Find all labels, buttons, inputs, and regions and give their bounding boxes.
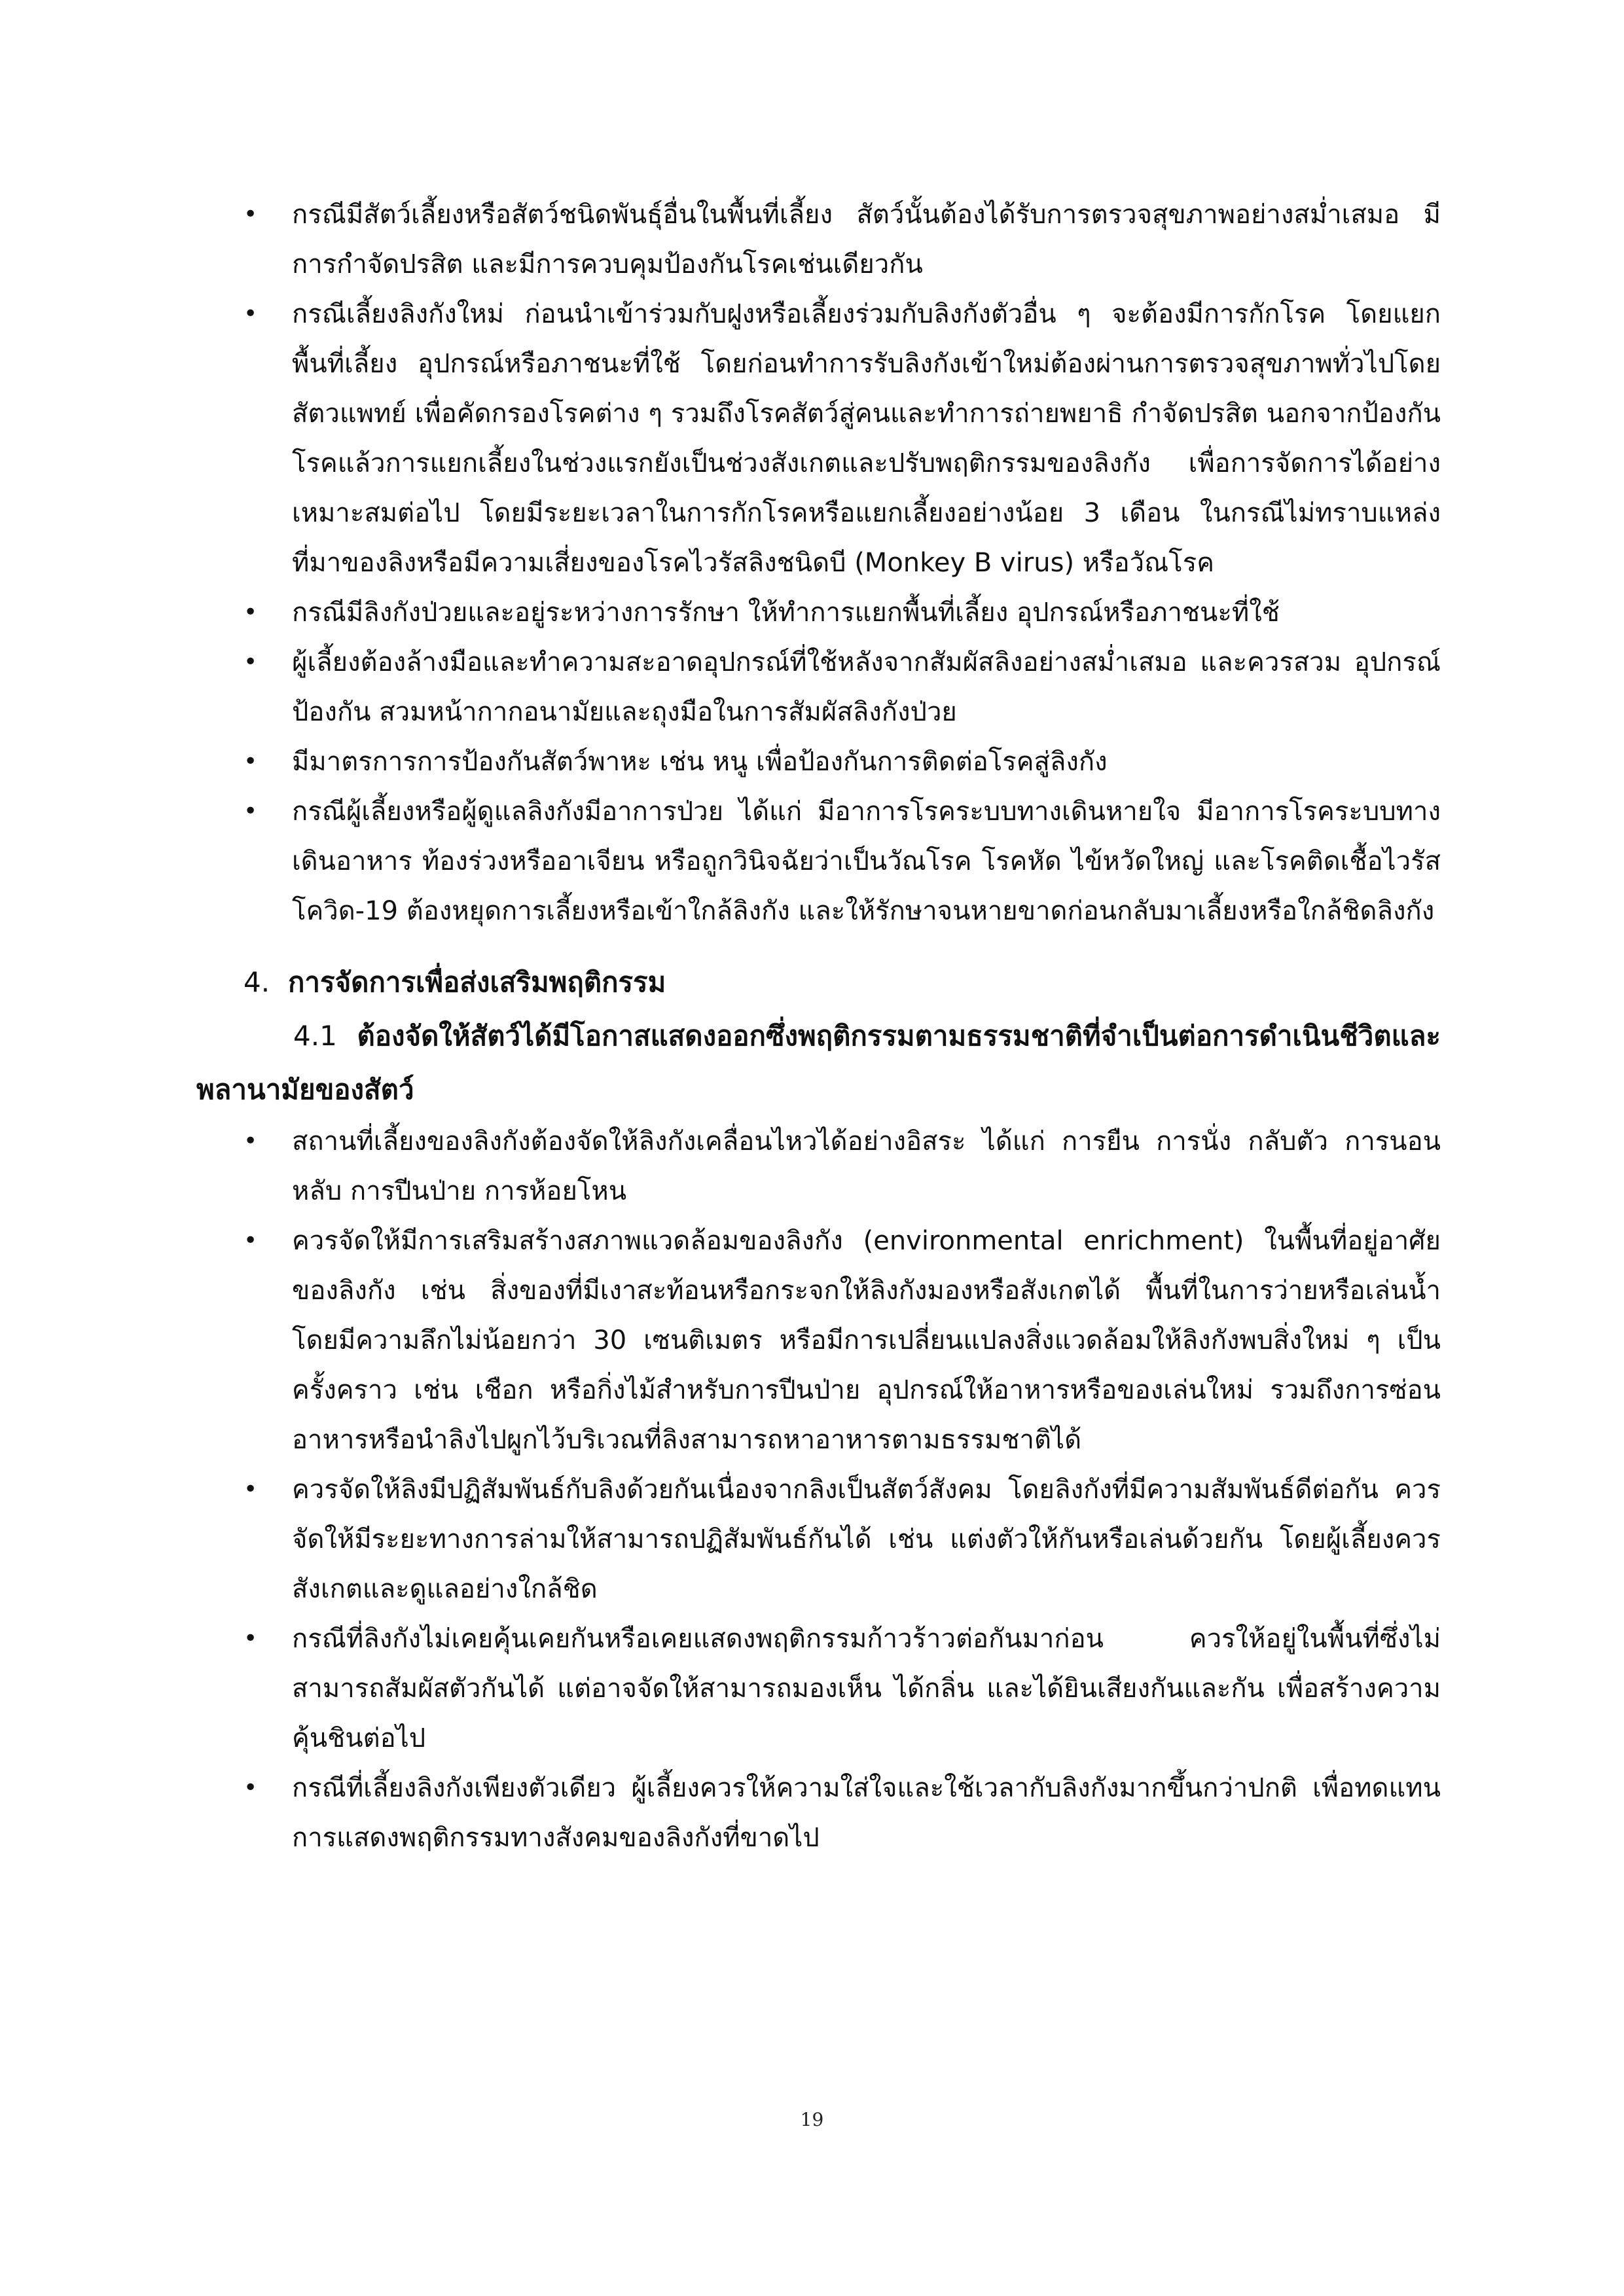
bullet-icon: • [244, 748, 258, 775]
list-item-text: กรณีที่ลิงกังไม่เคยคุ้นเคยกันหรือเคยแสดงพฤติกรรมก้าวร้าวต่อกันมาก่อน ควรให้อยู่ในพื้นที่ซึ่งไม่สามารถสัมผัสตัวกันได้ แต่อาจจัดให้สามารถมองเห็น ได้กลิ่น และได้ยินเสียงกันและกัน เพื่อสร้างความคุ้นชินต่อไป [292, 1624, 1441, 1753]
bullet-icon: • [244, 1227, 258, 1254]
hygiene-bullet-list [196, 190, 1441, 936]
behavior-bullet-list [196, 1117, 1441, 1863]
page-number: 19 [800, 2109, 824, 2130]
list-item [196, 289, 1441, 588]
subsection-number: 4.1 [293, 1020, 337, 1052]
section-number: 4. [244, 966, 270, 998]
list-item [196, 1763, 1441, 1863]
list-item [196, 637, 1441, 737]
list-item-text: กรณีมีสัตว์เลี้ยงหรือสัตว์ชนิดพันธุ์อื่นในพื้นที่เลี้ยง สัตว์นั้นต้องได้รับการตรวจสุขภาพอย่างสม่ำเสมอ มีการกำจัดปรสิต และมีการควบคุมป้องกันโรคเช่นเดียวกัน [292, 200, 1441, 279]
bullet-icon: • [244, 1774, 258, 1801]
bullet-icon: • [244, 649, 258, 675]
list-item-text: กรณีผู้เลี้ยงหรือผู้ดูแลลิงกังมีอาการป่วย ได้แก่ มีอาการโรคระบบทางเดินหายใจ มีอาการโรคระบบทางเดินอาหาร ท้องร่วงหรืออาเจียน หรือถูกวินิจฉัยว่าเป็นวัณโรค โรคหัด ไข้หวัดใหญ่ และโรคติดเชื้อไวรัสโควิด-19 ต้องหยุดการเลี้ยงหรือเข้าใกล้ลิงกัง และให้รักษาจนหายขาดก่อนกลับมาเลี้ยงหรือใกล้ชิดลิงกัง [292, 797, 1441, 926]
bullet-icon: • [244, 201, 258, 228]
bullet-icon: • [244, 599, 258, 626]
list-item-text: กรณีที่เลี้ยงลิงกังเพียงตัวเดียว ผู้เลี้ยงควรให้ความใส่ใจและใช้เวลากับลิงกังมากขึ้นกว่าปกติ เพื่อทดแทนการแสดงพฤติกรรมทางสังคมของลิงกังที่ขาดไป [292, 1773, 1441, 1853]
list-item [196, 1614, 1441, 1763]
subsection-heading [196, 1009, 1441, 1117]
bullet-icon: • [244, 798, 258, 825]
bullet-icon: • [244, 1128, 258, 1155]
list-item-text: กรณีเลี้ยงลิงกังใหม่ ก่อนนำเข้าร่วมกับฝูงหรือเลี้ยงร่วมกับลิงกังตัวอื่น ๆ จะต้องมีการกักโรค โดยแยกพื้นที่เลี้ยง อุปกรณ์หรือภาชนะที่ใช้ โดยก่อนทำการรับลิงกังเข้าใหม่ต้องผ่านการตรวจสุขภาพทั่วไปโดยสัตวแพทย์ เพื่อคัดกรองโรคต่าง ๆ รวมถึงโรคสัตว์สู่คนและทำการถ่ายพยาธิ กำจัดปรสิต นอกจากป้องกันโรคแล้วการแยกเลี้ยงในช่วงแรกยังเป็นช่วงสังเกตและปรับพฤติกรรมของลิงกัง เพื่อการจัดการได้อย่างเหมาะสมต่อไป โดยมีระยะเวลาในการกักโรคหรือแยกเลี้ยงอย่างน้อย 3 เดือน ในกรณีไม่ทราบแหล่งที่มาของลิงหรือมีความเสี่ยงของโรคไวรัสลิงชนิดบี (Monkey B virus) หรือวัณโรค [292, 299, 1441, 578]
bullet-icon: • [244, 1625, 258, 1652]
list-item [196, 1216, 1441, 1465]
list-item [196, 1117, 1441, 1216]
bullet-icon: • [244, 300, 258, 327]
list-item [196, 787, 1441, 936]
list-item-text: มีมาตรการการป้องกันสัตว์พาหะ เช่น หนู เพื่อป้องกันการติดต่อโรคสู่ลิงกัง [292, 747, 1108, 777]
list-item-text: ผู้เลี้ยงต้องล้างมือและทำความสะอาดอุปกรณ์ที่ใช้หลังจากสัมผัสลิงอย่างสม่ำเสมอ และควรสวม อุปกรณ์ป้องกัน สวมหน้ากากอนามัยและถุงมือในการสัมผัสลิงกังป่วย [292, 647, 1441, 727]
list-item-text: สถานที่เลี้ยงของลิงกังต้องจัดให้ลิงกังเคลื่อนไหวได้อย่างอิสระ ได้แก่ การยืน การนั่ง กลับตัว การนอนหลับ การปีนป่าย การห้อยโหน [292, 1126, 1441, 1206]
list-item-text: ควรจัดให้มีการเสริมสร้างสภาพแวดล้อมของลิงกัง (environmental enrichment) ในพื้นที่อยู่อาศัยของลิงกัง เช่น สิ่งของที่มีเงาสะท้อนหรือกระจกให้ลิงกังมองหรือสังเกตได้ พื้นที่ในการว่ายหรือเล่นน้ำ โดยมีความลึกไม่น้อยกว่า 30 เซนติเมตร หรือมีการเปลี่ยนแปลงสิ่งแวดล้อมให้ลิงกังพบสิ่งใหม่ ๆ เป็นครั้งคราว เช่น เชือก หรือกิ่งไม้สำหรับการปีนป่าย อุปกรณ์ให้อาหารหรือของเล่นใหม่ รวมถึงการซ่อนอาหารหรือนำลิงไปผูกไว้บริเวณที่ลิงสามารถหาอาหารตามธรรมชาติได้ [292, 1226, 1441, 1455]
list-item [196, 588, 1441, 637]
list-item-text: ควรจัดให้ลิงมีปฏิสัมพันธ์กับลิงด้วยกันเนื่องจากลิงเป็นสัตว์สังคม โดยลิงกังที่มีความสัมพันธ์ดีต่อกัน ควรจัดให้มีระยะทางการล่ามให้สามารถปฏิสัมพันธ์กันได้ เช่น แต่งตัวให้กันหรือเล่นด้วยกัน โดยผู้เลี้ยงควรสังเกตและดูแลอย่างใกล้ชิด [292, 1475, 1441, 1604]
list-item-text: กรณีมีลิงกังป่วยและอยู่ระหว่างการรักษา ให้ทำการแยกพื้นที่เลี้ยง อุปกรณ์หรือภาชนะที่ใช้ [292, 598, 1280, 628]
list-item [196, 737, 1441, 787]
list-item [196, 190, 1441, 289]
section-title: การจัดการเพื่อส่งเสริมพฤติกรรม [288, 966, 666, 998]
subsection-title: ต้องจัดให้สัตว์ได้มีโอกาสแสดงออกซึ่งพฤติกรรมตามธรรมชาติที่จำเป็นต่อการดำเนินชีวิตและพลานามัยของสัตว์ [196, 1020, 1441, 1105]
list-item [196, 1465, 1441, 1614]
bullet-icon: • [244, 1476, 258, 1503]
section-heading [244, 956, 1441, 1009]
